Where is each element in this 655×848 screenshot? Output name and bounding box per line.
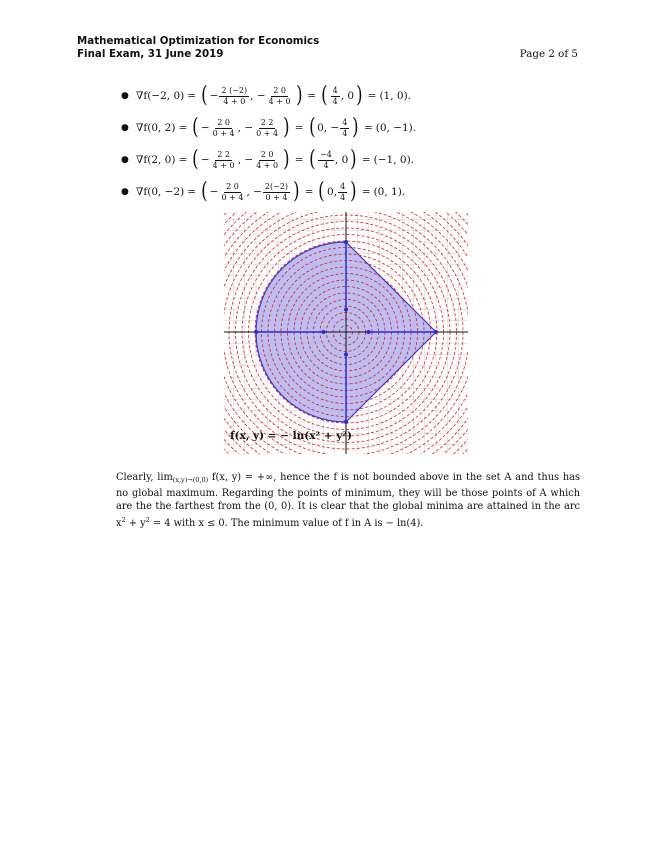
gradient-expression: ∇f(−2, 0) (136, 90, 185, 102)
gradient-expression: ∇f(2, 0) (136, 154, 176, 166)
gradient-result: (−1, 0). (373, 154, 415, 166)
bullet-icon: ● (121, 155, 129, 165)
fraction: $\frac{4}{4}$ (332, 85, 338, 106)
bullet-icon: ● (121, 91, 129, 101)
critical-point (344, 420, 348, 424)
critical-point (322, 330, 326, 334)
fraction: $\frac{2 2}{0 + 4}$ (256, 117, 279, 138)
fraction: $\frac{2 0}{4 + 0}$ (256, 149, 279, 170)
fraction: $\frac{2(-2)}{0 + 4}$ (264, 181, 289, 202)
gradient-result: (1, 0). (379, 90, 412, 102)
fraction: $\frac{4}{4}$ (342, 117, 348, 138)
list-item: ● ∇f(−2, 0) = ( − $\frac{2 (-2)}{4 + 0}$ , − $\frac{2 0}{4 + 0}$ ) = ( $\frac{4}{4}$ , 0 ) = (1, 0). (121, 83, 412, 108)
list-item: ● ∇f(0, −2) = ( − $\frac{2 0}{0 + 4}$ , − $\frac{2(-2)}{0 + 4}$ ) = ( 0, $\frac{4}{4}$ ) = (0, 1). (121, 179, 406, 204)
gradient-expression: ∇f(0, −2) (136, 186, 185, 198)
critical-point (344, 308, 348, 312)
bullet-icon: ● (121, 123, 129, 133)
function-label: f(x, y) = − ln(x² + y²) (230, 430, 352, 442)
fraction: $\frac{2 0}{0 + 4}$ (212, 117, 235, 138)
contour-plot (224, 212, 468, 454)
fraction: $\frac{4}{4}$ (340, 181, 346, 202)
critical-point (344, 240, 348, 244)
exam-title: Final Exam, 31 June 2019 (77, 47, 224, 60)
fraction: $\frac{-4}{4}$ (320, 149, 332, 170)
critical-point (367, 330, 371, 334)
fraction: $\frac{2 0}{0 + 4}$ (221, 181, 244, 202)
page-number: Page 2 of 5 (519, 48, 578, 60)
gradient-expression: ∇f(0, 2) (136, 122, 176, 134)
gradient-result: (0, −1). (375, 122, 417, 134)
critical-point (254, 330, 258, 334)
fraction: $\frac{2 0}{4 + 0}$ (268, 85, 291, 106)
course-title: Mathematical Optimization for Economics (77, 35, 320, 47)
conclusion-paragraph: Clearly, $\lim_{(x,y)\to(0,0)} f(x$, y) = +∞, hence the f is not bounded above in the set A and thus has no global maximum. Regarding the points of minimum, they will be those points of A which are the the farthest from the (0, 0). It is clear that the global minima are attained in the arc $x^2 + y^2 = 4$ with x ≤ 0. The minimum value of f in A is − ln(4). (116, 472, 580, 529)
fraction: $\frac{2 2}{4 + 0}$ (212, 149, 235, 170)
gradient-result: (0, 1). (373, 186, 406, 198)
fraction: $\frac{2 (-2)}{4 + 0}$ (221, 85, 248, 106)
contour-figure (224, 212, 468, 454)
gradient-list (121, 80, 541, 208)
critical-point (434, 330, 438, 334)
document-header (77, 35, 319, 60)
critical-point (344, 353, 348, 357)
list-item: ● ∇f(2, 0) = ( − $\frac{2 2}{4 + 0}$ , − $\frac{2 0}{4 + 0}$ ) = ( $\frac{-4}{4}$ , 0 ) = (−1, 0). (121, 147, 415, 172)
bullet-icon: ● (121, 187, 129, 197)
list-item: ● ∇f(0, 2) = ( − $\frac{2 0}{0 + 4}$ , − $\frac{2 2}{0 + 4}$ ) = ( 0, − $\frac{4}{4}$ ) = (0, −1). (121, 115, 417, 140)
